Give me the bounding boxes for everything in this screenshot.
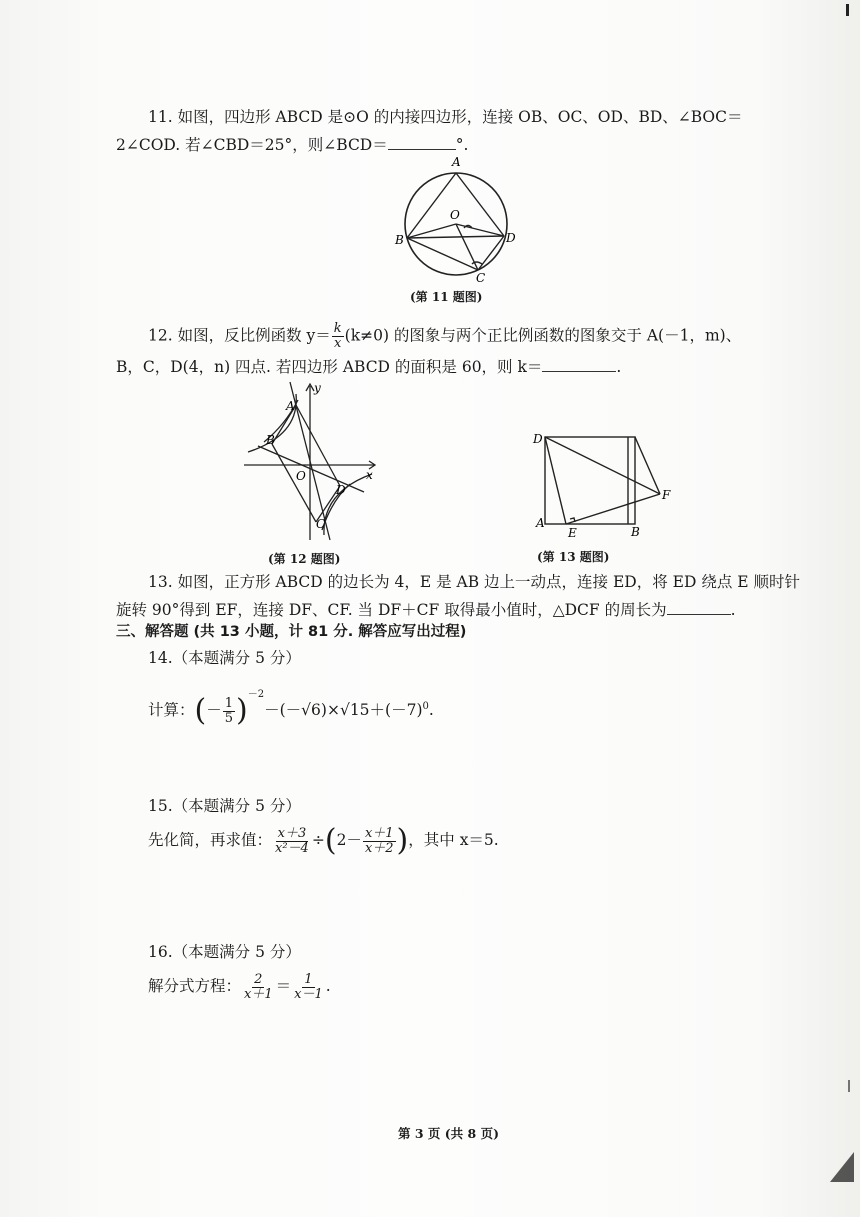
- q13-line1: 13. 如图，正方形 ABCD 的边长为 4，E 是 AB 边上一动点，连接 ED，将 ED 绕点 E 顺时针: [148, 573, 800, 591]
- q13-label-b: B: [631, 525, 640, 539]
- q12-label-d: D: [336, 483, 346, 497]
- q11-label-c: C: [476, 271, 486, 285]
- q16-f2-num: 1: [304, 971, 313, 987]
- q16-fraction1: [242, 973, 275, 1002]
- q14-end: .: [428, 701, 434, 719]
- q16-equals: ＝: [275, 977, 292, 995]
- q16-prefix: 解分式方程：: [148, 977, 242, 995]
- q13-line-df: [545, 437, 660, 494]
- q11-figure: [386, 152, 526, 292]
- q15-fraction2: [363, 827, 396, 856]
- q15-f2-num: x＋1: [364, 825, 394, 841]
- q12-fraction: [332, 322, 344, 351]
- q13-line2-text: 旋转 90°得到 EF，连接 DF、CF. 当 DF＋CF 取得最小值时，△DCF 的周长为: [116, 601, 667, 619]
- q14-expression: [148, 678, 434, 727]
- q13-line-ef: [566, 494, 660, 524]
- q16-equation: [148, 968, 331, 1004]
- q13-square: [545, 437, 635, 524]
- q11-caption: (第 11 题图): [410, 290, 483, 304]
- q11-line-ob: [407, 224, 456, 238]
- q14-rest: －(－√6)×√15＋(－7): [264, 701, 423, 719]
- q13-figure: [530, 425, 675, 540]
- q16-end: .: [325, 977, 331, 995]
- q12-hyperbola-branch2: [324, 474, 372, 535]
- q11-angle-mark-c: [472, 262, 482, 264]
- q14-prefix: 计算：: [148, 701, 195, 719]
- scan-mark-top: [846, 4, 849, 16]
- q11-line-bc: [407, 238, 478, 270]
- q12-line1: [148, 322, 741, 351]
- q15-div: ÷: [311, 831, 325, 849]
- q13-answer-blank: [667, 600, 731, 615]
- q16-f1-den: x＋1: [244, 986, 273, 1002]
- q12-frac-num: k: [333, 321, 342, 336]
- q15-expression: [148, 822, 499, 858]
- q15-two: 2－: [336, 831, 362, 849]
- section3-title: 三、解答题 (共 13 小题，计 81 分. 解答应写出过程): [116, 624, 467, 640]
- q14-fraction: [223, 697, 235, 726]
- q12-label-y: y: [314, 381, 321, 395]
- q11-label-o: O: [450, 208, 460, 222]
- q12-caption: (第 12 题图): [268, 552, 341, 566]
- q16-f2-den: x－1: [294, 986, 323, 1002]
- q11-line-oc: [456, 224, 478, 270]
- q14-exponent: －2: [247, 689, 265, 700]
- q11-line-ad: [456, 173, 504, 236]
- q13-label-e: E: [568, 526, 577, 540]
- q12-figure: [240, 380, 380, 545]
- q14-frac-num: 1: [224, 695, 234, 711]
- q11-label-b: B: [395, 233, 404, 247]
- q15-f1-den: x²－4: [275, 840, 309, 856]
- q15-rest: ，其中 x＝5.: [408, 831, 499, 849]
- q14-zero-exponent: 0: [422, 700, 429, 712]
- q11-line-dc: [478, 236, 504, 270]
- q15-f2-den: x＋2: [364, 840, 394, 856]
- q12-line2-end: .: [616, 358, 622, 376]
- scan-corner-shadow: [830, 1152, 854, 1182]
- q15-right-paren: ): [396, 823, 409, 858]
- q14-heading: 14.（本题满分 5 分）: [148, 649, 301, 667]
- q11-answer-blank: [388, 135, 456, 150]
- q12-intro: 12. 如图，反比例函数 y＝: [148, 326, 331, 345]
- q13-label-d: D: [533, 432, 543, 446]
- q16-fraction2: [292, 973, 325, 1002]
- q16-heading: 16.（本题满分 5 分）: [148, 943, 301, 961]
- q13-line-cf: [635, 437, 660, 494]
- q11-label-a: A: [452, 155, 461, 169]
- q13-line-de: [545, 437, 566, 524]
- q13-caption: (第 13 题图): [537, 550, 610, 564]
- q12-rest: (k≠0) 的图象与两个正比例函数的图象交于 A(－1，m)、: [344, 326, 742, 345]
- q12-label-c: C: [316, 517, 326, 531]
- q13-line2: [116, 600, 736, 620]
- q12-label-o: O: [296, 469, 306, 483]
- q12-label-b: B: [266, 433, 275, 447]
- q11-line2-text: 2∠COD. 若∠CBD＝25°，则∠BCD＝: [116, 136, 388, 154]
- q12-label-x: x: [366, 468, 373, 482]
- q12-label-a: A: [286, 399, 295, 413]
- q11-line1: 11. 如图，四边形 ABCD 是⊙O 的内接四边形，连接 OB、OC、OD、BD、∠BOC＝: [148, 108, 743, 126]
- q14-minus: －: [206, 701, 222, 719]
- q13-label-a: A: [536, 516, 545, 530]
- q12-line2-text: B，C，D(4，n) 四点. 若四边形 ABCD 的面积是 60，则 k＝: [116, 358, 543, 376]
- q11-line-bd: [407, 236, 504, 238]
- q12-frac-den: x: [334, 336, 342, 351]
- q13-line2-end: .: [730, 601, 736, 619]
- q12-line2: [116, 357, 621, 377]
- q15-prefix: 先化简，再求值：: [148, 831, 273, 849]
- q11-line2-end: °.: [455, 136, 469, 154]
- page-footer: 第 3 页 (共 8 页): [398, 1126, 499, 1141]
- scan-mark-right: [848, 1080, 850, 1092]
- q11-label-d: D: [506, 231, 516, 245]
- q14-left-paren: (: [194, 693, 207, 728]
- q15-f1-num: x＋3: [277, 825, 307, 841]
- q11-line-ab: [407, 173, 456, 238]
- q12-answer-blank: [542, 357, 616, 372]
- q13-label-f: F: [662, 488, 671, 502]
- q15-fraction1: [273, 827, 311, 856]
- q16-f1-num: 2: [254, 971, 263, 987]
- q15-left-paren: (: [324, 823, 337, 858]
- q14-frac-den: 5: [224, 710, 234, 726]
- q14-right-paren: ): [236, 693, 248, 728]
- q15-heading: 15.（本题满分 5 分）: [148, 797, 301, 815]
